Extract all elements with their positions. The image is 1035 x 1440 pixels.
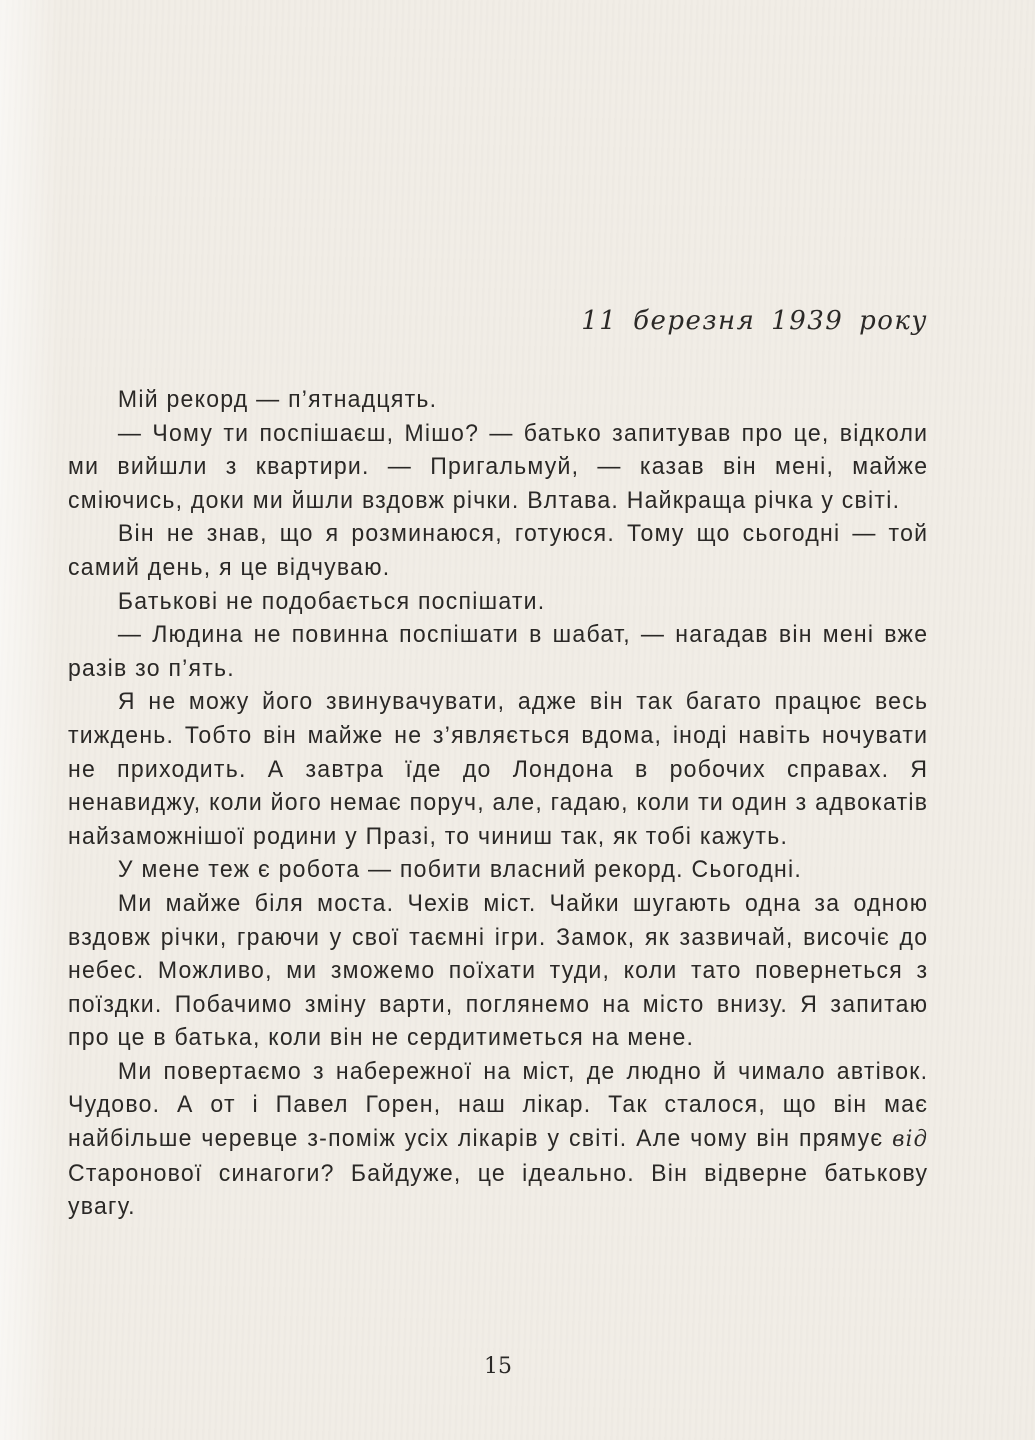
- paragraph: — Чому ти поспішаєш, Мішо? — батько запитував про це, відколи ми вийшли з квартири. — Пригальмуй, — казав він мені, майже сміючись, доки ми йшли вздовж річки. Влтава. Найкраща річка у світі.: [68, 419, 929, 514]
- paragraph: Мій рекорд — п’ятнадцять.: [117, 386, 438, 413]
- body-text: [68, 383, 928, 1224]
- paragraph: У мене теж є робота — побити власний рекорд. Сьогодні.: [117, 856, 803, 884]
- book-page: [68, 0, 928, 1440]
- paragraph: Я не можу його звинувачувати, адже він так багато працює весь тиждень. Тобто він майже не з’являється вдома, іноді навіть ночувати не приходить. А завтра їде до Лондона в робочих справах. Я ненавиджу, коли його немає поруч, але, гадаю, коли ти один з адвокатів найзаможнішої родини у Празі, то чиниш так, як тобі кажуть.: [68, 688, 929, 850]
- emphasized-word: від: [892, 1127, 929, 1153]
- paragraph: Він не знав, що я розминаюся, готуюся. Тому що сьогодні — той самий день, я це відчуваю.: [68, 520, 929, 581]
- paragraph: Батькові не подобається поспішати.: [117, 587, 546, 615]
- paragraph: Ми майже біля моста. Чехів міст. Чайки шугають одна за одною вздовж річки, граючи у свої таємні ігри. Замок, як зазвичай, височіє до небес. Можливо, ми зможемо поїхати туди, коли тато повернеться з поїздки. Побачимо зміну варти, поглянемо на місто внизу. Я запитаю про це в батька, коли він не сердитиметься на мене.: [68, 889, 929, 1052]
- chapter-date-heading: 11 березня 1939 року: [581, 306, 928, 336]
- paragraph-text-after: Старонової синагоги? Байдуже, це ідеально. Він відверне батькову увагу.: [68, 1159, 929, 1221]
- page-number: 15: [484, 1354, 512, 1379]
- paragraph-text-before: Ми повертаємо з набережної на міст, де людно й чимало автівок. Чудово. А от і Павел Горен, наш лікар. Так сталося, що він має найбільше черевце з-поміж усіх лікарів у світі. Але чому він прямує: [68, 1057, 929, 1153]
- paragraph: — Людина не повинна поспішати в шабат, — нагадав він мені вже разів зо п’ять.: [68, 621, 929, 682]
- paragraph-with-emphasis: [68, 1055, 928, 1224]
